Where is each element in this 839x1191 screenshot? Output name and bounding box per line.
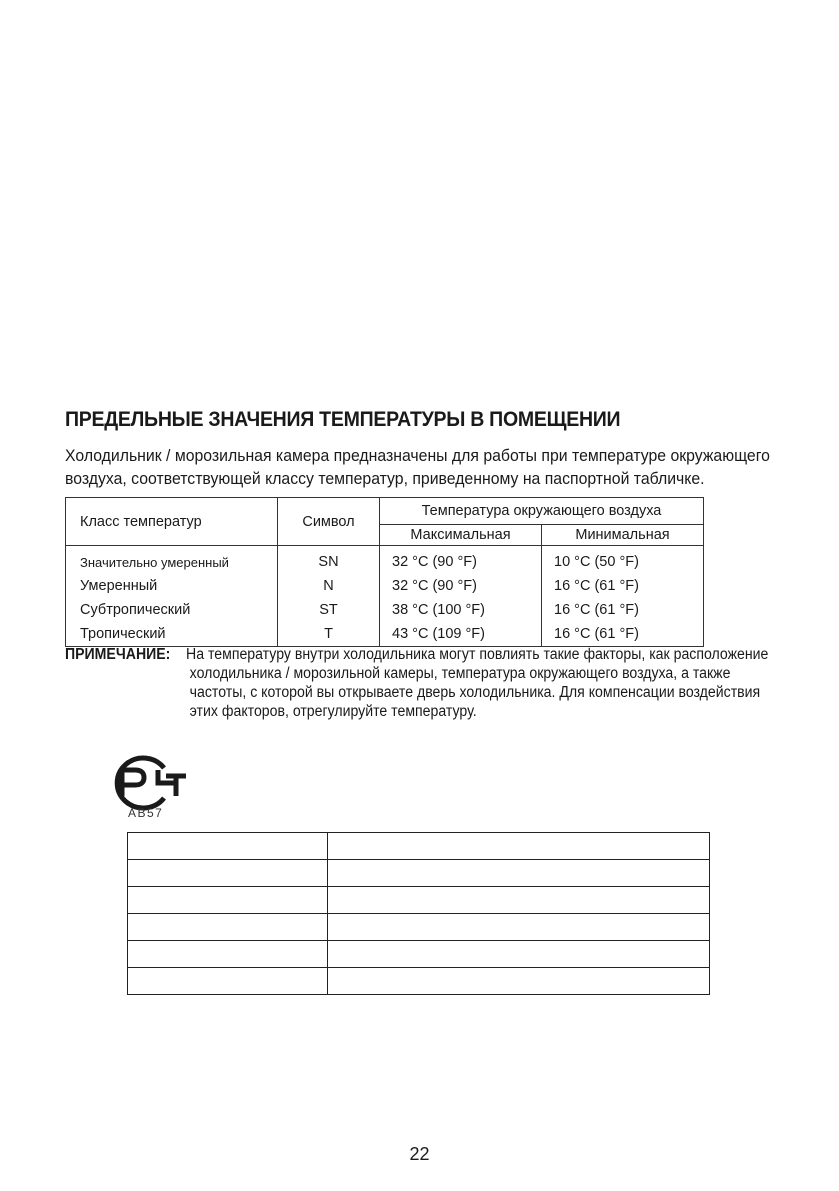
cell-min: 10 °C (50 °F) xyxy=(542,546,704,575)
note-line: холодильника / морозильной камеры, температура окружающего воздуха, а также xyxy=(189,665,731,682)
note-line: На температуру внутри холодильника могут повлиять такие факторы, как расположение xyxy=(186,646,769,663)
header-ambient-temperature: Температура окружающего воздуха xyxy=(380,498,704,525)
note-line: этих факторов, отрегулируйте температуру. xyxy=(189,703,477,720)
temperature-class-table xyxy=(65,497,704,647)
table-row xyxy=(128,860,710,887)
intro-paragraph xyxy=(65,444,772,490)
table-row xyxy=(66,622,704,647)
header-min: Минимальная xyxy=(542,524,704,545)
cell-max: 32 °C (90 °F) xyxy=(380,574,542,598)
intro-line: Холодильник / морозильная камера предназначены для работы при температуре окружающего xyxy=(65,446,770,465)
cell-min: 16 °C (61 °F) xyxy=(542,598,704,622)
cell-symbol: T xyxy=(278,622,380,647)
header-max: Максимальная xyxy=(380,524,542,545)
cell-max: 43 °C (109 °F) xyxy=(380,622,542,647)
cell-max: 38 °C (100 °F) xyxy=(380,598,542,622)
intro-line: воздуха, соответствующей классу температур, приведенному на паспортной табличке. xyxy=(65,469,705,488)
note-block: ПРИМЕЧАНИЕ: На температуру внутри холодильника могут повлиять такие факторы, как расположение холодильника / морозильной камеры, температура окружающего воздуха, а также частоты, с которой вы открываете дверь холодильника. Для компенсации воздействия этих факторов, отрегулируйте температуру. xyxy=(65,646,769,720)
cell-class: Тропический xyxy=(66,622,278,647)
cell-class: Значительно умеренный xyxy=(66,546,278,575)
note-line: частоты, с которой вы открываете дверь холодильника. Для компенсации воздействия xyxy=(189,684,761,701)
cell-symbol: SN xyxy=(278,546,380,575)
header-symbol: Символ xyxy=(278,498,380,546)
cell-min: 16 °C (61 °F) xyxy=(542,622,704,647)
header-class: Класс температур xyxy=(66,498,278,546)
cell-symbol: N xyxy=(278,574,380,598)
table-row xyxy=(66,546,704,575)
table-row xyxy=(128,914,710,941)
cell-class: Субтропический xyxy=(66,598,278,622)
note-label: ПРИМЕЧАНИЕ xyxy=(65,646,166,663)
certification-code: АВ57 xyxy=(128,806,164,820)
cell-max: 32 °C (90 °F) xyxy=(380,546,542,575)
cell-class: Умеренный xyxy=(66,574,278,598)
table-row xyxy=(66,574,704,598)
cell-min: 16 °C (61 °F) xyxy=(542,574,704,598)
table-row xyxy=(128,941,710,968)
table-row xyxy=(128,968,710,995)
table-row xyxy=(128,887,710,914)
blank-form-table xyxy=(127,832,710,995)
table-row xyxy=(128,833,710,860)
page-number: 22 xyxy=(409,1144,430,1164)
table-row xyxy=(66,598,704,622)
section-title: ПРЕДЕЛЬНЫЕ ЗНАЧЕНИЯ ТЕМПЕРАТУРЫ В ПОМЕЩЕНИИ xyxy=(65,408,621,431)
cell-symbol: ST xyxy=(278,598,380,622)
